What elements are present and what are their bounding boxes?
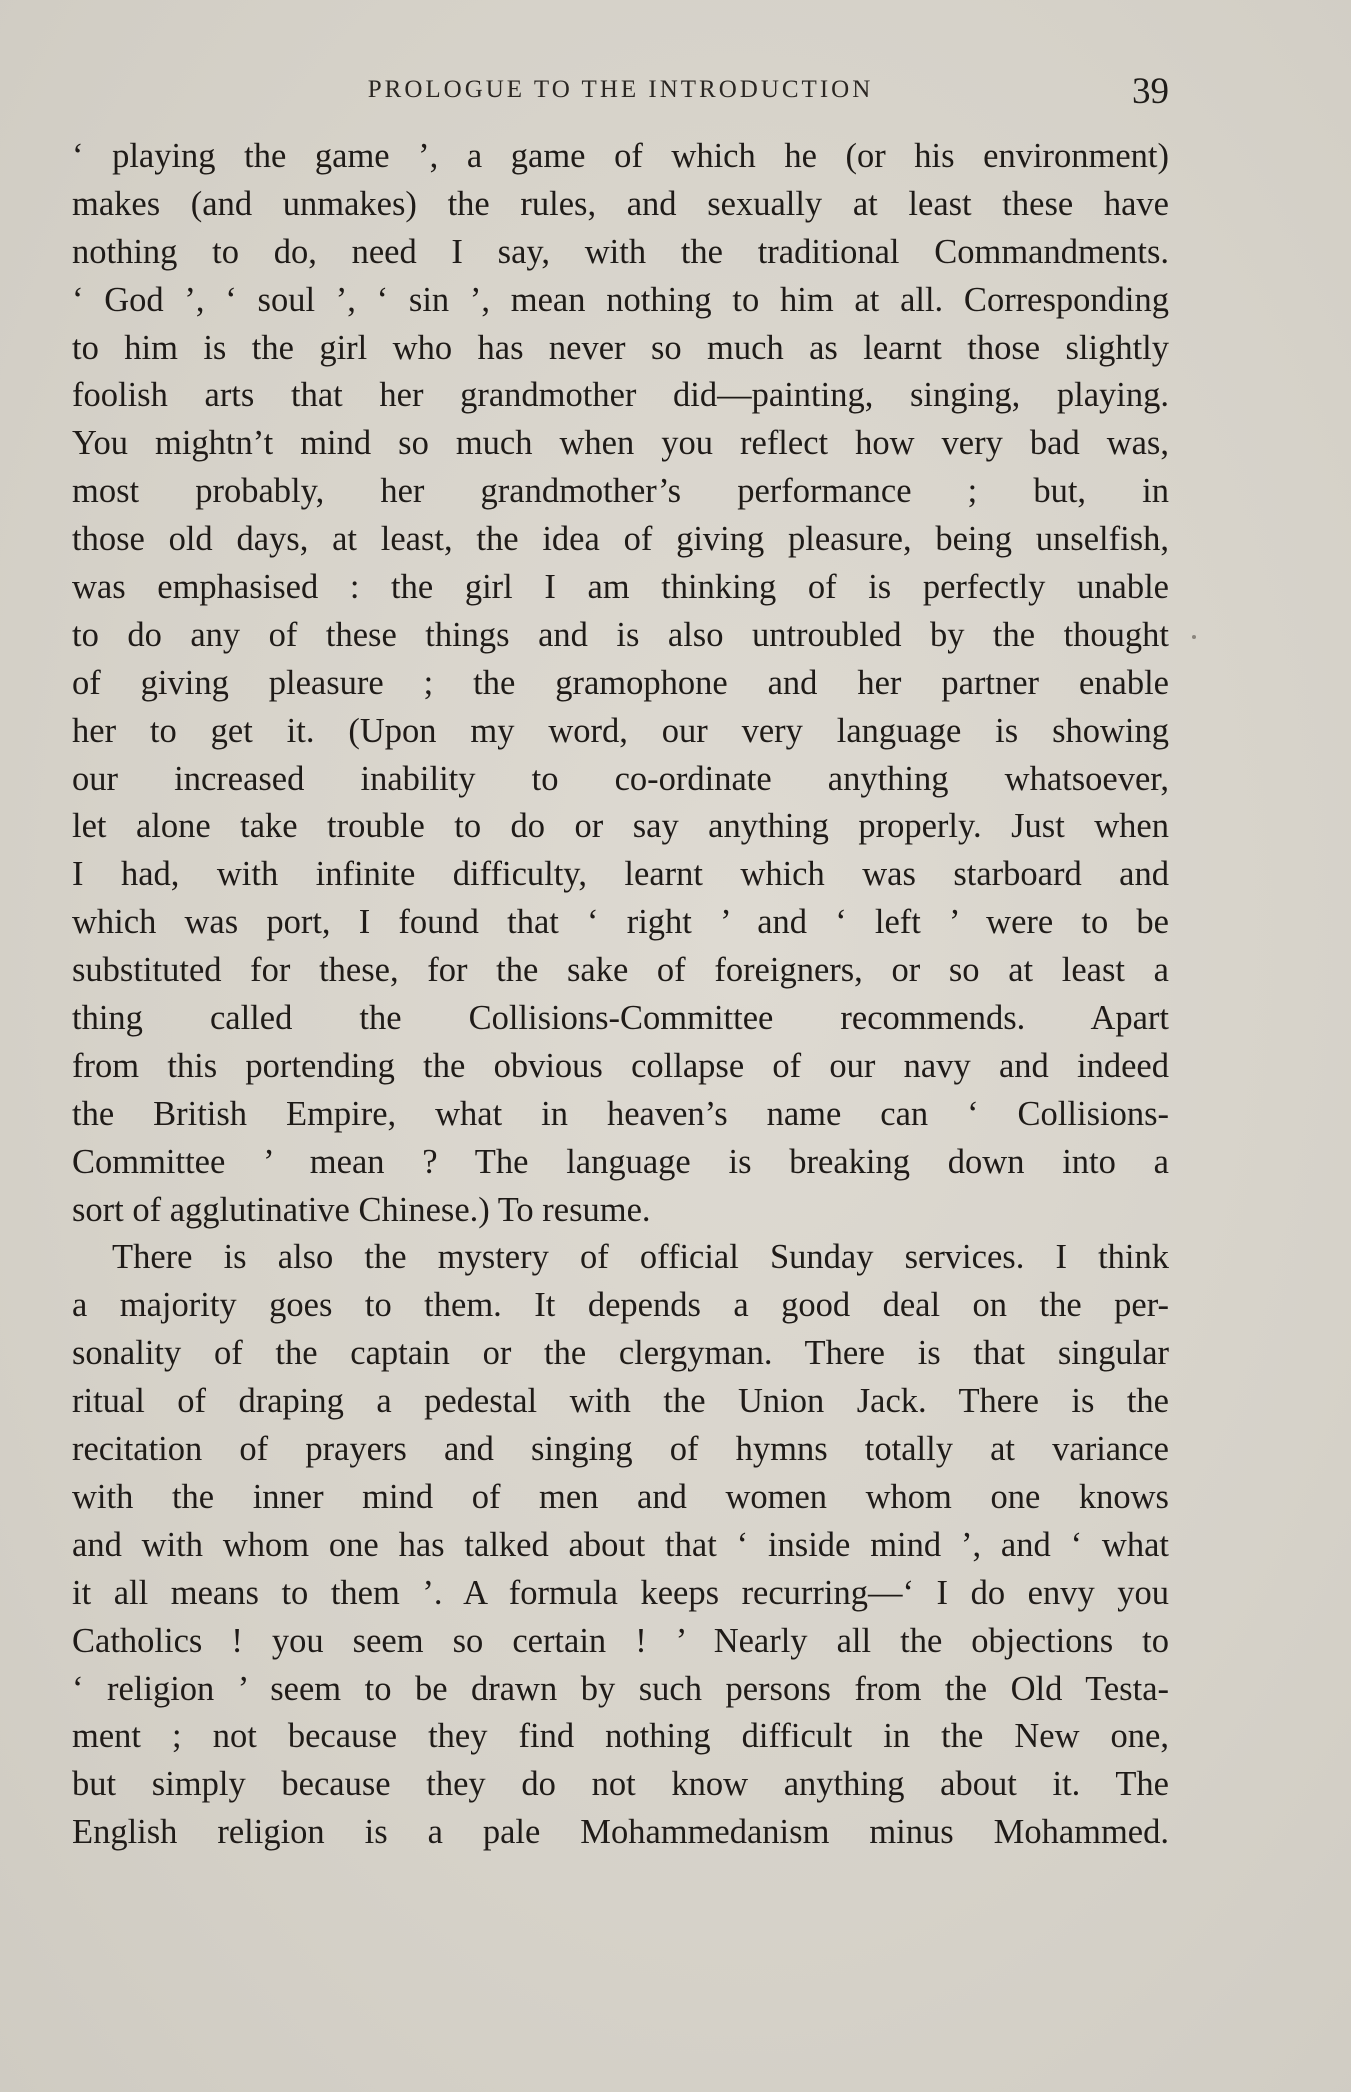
text-line: with the inner mind of men and women whom one knows [72,1477,1169,1516]
paragraph-1 [72,133,1169,1234]
text-line: let alone take trouble to do or say anything properly. Just when [72,807,1169,846]
text-line: from this portending the obvious collapse of our navy and indeed [72,1046,1169,1085]
text-line: Committee ’ mean ? The language is breaking down into a [72,1142,1169,1181]
text-line: recitation of prayers and singing of hymns totally at variance [72,1430,1169,1469]
running-head [72,70,1169,110]
text-line: it all means to them ’. A formula keeps recurring—‘ I do envy you [72,1573,1169,1612]
text-line: a majority goes to them. It depends a good deal on the per- [72,1286,1169,1325]
text-line: the British Empire, what in heaven’s name can ‘ Collisions- [72,1094,1169,1133]
text-line: sonality of the captain or the clergyman. There is that singular [72,1334,1169,1373]
text-line: You mightn’t mind so much when you reflect how very bad was, [72,424,1169,463]
margin-mark [1192,635,1196,639]
text-line: Catholics ! you seem so certain ! ’ Nearly all the objections to [72,1621,1169,1660]
text-line: and with whom one has talked about that ‘ inside mind ’, and ‘ what [72,1525,1169,1564]
text-line: which was port, I found that ‘ right ’ and ‘ left ’ were to be [72,903,1169,942]
text-line: I had, with infinite difficulty, learnt which was starboard and [72,855,1169,894]
text-line: ‘ religion ’ seem to be drawn by such persons from the Old Testa- [72,1669,1169,1708]
text-line: most probably, her grandmother’s performance ; but, in [72,472,1169,511]
paragraph-2 [72,1234,1169,1857]
text-line: but simply because they do not know anything about it. The [72,1765,1169,1804]
page-number: 39 [1132,71,1169,112]
running-title: PROLOGUE TO THE INTRODUCTION [367,76,874,103]
text-line: was emphasised : the girl I am thinking of is perfectly unable [72,568,1169,607]
text-line: English religion is a pale Mohammedanism minus Mohammed. [72,1813,1169,1852]
text-line: makes (and unmakes) the rules, and sexually at least these have [72,184,1169,223]
text-line: sort of agglutinative Chinese.) To resume. [72,1190,651,1229]
text-line: those old days, at least, the idea of giving pleasure, being unselfish, [72,520,1169,559]
text-line: nothing to do, need I say, with the traditional Commandments. [72,232,1169,271]
text-line: her to get it. (Upon my word, our very language is showing [72,711,1169,750]
text-line: There is also the mystery of official Sunday services. I think [112,1238,1169,1277]
body-text [72,133,1169,1857]
text-line: thing called the Collisions-Committee recommends. Apart [72,999,1169,1038]
text-line: foolish arts that her grandmother did—painting, singing, playing. [72,376,1169,415]
text-line: ‘ playing the game ’, a game of which he (or his environment) [72,137,1169,175]
text-line: ment ; not because they find nothing difficult in the New one, [72,1717,1169,1756]
text-line: substituted for these, for the sake of foreigners, or so at least a [72,951,1169,990]
text-line: ‘ God ’, ‘ soul ’, ‘ sin ’, mean nothing to him at all. Corresponding [72,280,1169,319]
text-line: of giving pleasure ; the gramophone and her partner enable [72,663,1169,702]
text-line: ritual of draping a pedestal with the Union Jack. There is the [72,1382,1169,1421]
text-line: to him is the girl who has never so much as learnt those slightly [72,328,1169,367]
text-line: our increased inability to co-ordinate anything whatsoever, [72,759,1169,798]
text-line: to do any of these things and is also untroubled by the thought [72,615,1169,654]
